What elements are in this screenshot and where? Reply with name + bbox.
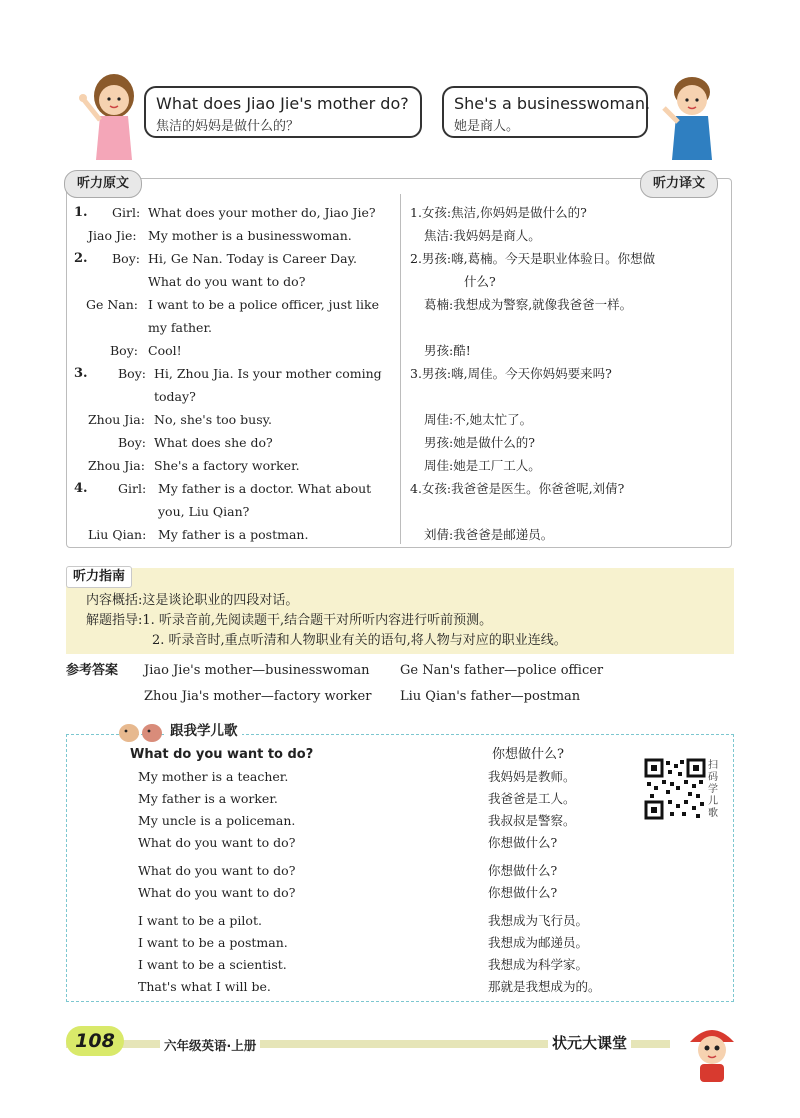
song-line-zh: 那就是我想成为的。 <box>488 979 601 994</box>
brand-name: 状元大课堂 <box>548 1032 631 1053</box>
song-line-zh: 你想做什么? <box>488 885 558 900</box>
song-line-en: I want to be a scientist. <box>138 957 287 972</box>
page-number: 108 <box>66 1026 124 1056</box>
line-text: Hi, Ge Nan. Today is Career Day. <box>148 251 357 266</box>
answer-item: Liu Qian's father—postman <box>400 689 581 704</box>
translation-line: 焦洁:我妈妈是商人。 <box>424 228 541 243</box>
line-text: My father is a postman. <box>158 527 309 542</box>
girl-speech-bubble <box>144 86 422 138</box>
speaker: Zhou Jia: <box>88 412 145 427</box>
song-line-en: What do you want to do? <box>138 835 296 850</box>
answer-item: Zhou Jia's mother—factory worker <box>144 689 372 704</box>
song-line-en: What do you want to do? <box>138 863 296 878</box>
line-text: My mother is a businesswoman. <box>148 228 352 243</box>
song-line-zh: 我妈妈是教师。 <box>488 769 576 784</box>
translation-tag: 听力译文 <box>640 170 718 198</box>
song-line-en: That's what I will be. <box>138 979 271 994</box>
song-line-en: What do you want to do? <box>138 885 296 900</box>
boy-illustration <box>654 70 724 162</box>
song-title-zh: 你想做什么? <box>492 747 564 762</box>
line-text: She's a factory worker. <box>154 458 300 473</box>
speaker: Boy: <box>110 343 138 358</box>
translation-line: 男孩:她是做什么的? <box>424 435 535 450</box>
line-text: What does your mother do, Jiao Jie? <box>148 205 376 220</box>
girl-question-zh: 焦洁的妈妈是做什么的？ <box>156 119 300 134</box>
line-text: you, Liu Qian? <box>158 504 250 519</box>
song-title-en: What do you want to do? <box>130 747 314 762</box>
song-line-zh: 你想做什么? <box>488 835 558 850</box>
song-line-en: My uncle is a policeman. <box>138 813 296 828</box>
speaker: Girl: <box>112 205 141 220</box>
guide-summary: 内容概括:这是谈论职业的四段对话。 <box>86 593 299 608</box>
song-line-en: I want to be a postman. <box>138 935 288 950</box>
birds-icon <box>116 720 168 744</box>
speaker: Boy: <box>118 366 146 381</box>
song-line-en: My mother is a teacher. <box>138 769 289 784</box>
line-text: Hi, Zhou Jia. Is your mother coming <box>154 366 382 381</box>
dialogue-number: 3. <box>74 366 88 381</box>
song-line-zh: 我爸爸是工人。 <box>488 791 576 806</box>
line-text: my father. <box>148 320 213 335</box>
boy-speech-bubble <box>442 86 651 138</box>
translation-line: 周佳:她是工厂工人。 <box>424 458 541 473</box>
line-text: No, she's too busy. <box>154 412 272 427</box>
line-text: What do you want to do? <box>148 274 306 289</box>
translation-line: 什么? <box>464 274 496 289</box>
song-line-zh: 你想做什么? <box>488 863 558 878</box>
girl-illustration <box>76 70 146 162</box>
answers-label: 参考答案 <box>66 663 119 678</box>
guide-tip-2: 2. 听录音时,重点听清和人物职业有关的语句,将人物与对应的职业连线。 <box>152 633 567 648</box>
translation-line: 男孩:酷! <box>424 343 471 358</box>
dialogue-number: 4. <box>74 481 88 496</box>
song-line-zh: 我想成为飞行员。 <box>488 913 589 928</box>
speaker: Jiao Jie: <box>88 228 137 243</box>
speaker: Boy: <box>118 435 146 450</box>
speaker: Liu Qian: <box>88 527 147 542</box>
original-text-tag: 听力原文 <box>64 170 142 198</box>
listening-guide-tag: 听力指南 <box>66 566 132 588</box>
song-line-en: My father is a worker. <box>138 791 278 806</box>
qr-code[interactable] <box>644 758 706 820</box>
speaker: Girl: <box>118 481 147 496</box>
song-line-en: I want to be a pilot. <box>138 913 262 928</box>
mascot-illustration <box>682 1020 742 1084</box>
line-text: Cool! <box>148 343 182 358</box>
line-text: My father is a doctor. What about <box>158 481 372 496</box>
translation-line: 葛楠:我想成为警察,就像我爸爸一样。 <box>424 297 633 312</box>
speaker: Zhou Jia: <box>88 458 145 473</box>
girl-question-en: What does Jiao Jie's mother do? <box>156 94 409 113</box>
line-text: today? <box>154 389 196 404</box>
dialogue-number: 2. <box>74 251 88 266</box>
translation-line: 3.男孩:嗨,周佳。今天你妈妈要来吗? <box>410 366 612 381</box>
boy-answer-en: She's a businesswoman. <box>454 94 651 113</box>
dialogue-number: 1. <box>74 205 88 220</box>
translation-line: 1.女孩:焦洁,你妈妈是做什么的? <box>410 205 587 220</box>
guide-tip-1: 解题指导:1. 听录音前,先阅读题干,结合题干对所听内容进行听前预测。 <box>86 613 493 628</box>
answer-item: Ge Nan's father—police officer <box>400 663 604 678</box>
book-title: 六年级英语·上册 <box>160 1036 260 1054</box>
song-tag: 跟我学儿歌 <box>166 722 242 740</box>
song-line-zh: 我想成为科学家。 <box>488 957 589 972</box>
column-divider <box>400 194 401 544</box>
line-text: I want to be a police officer, just like <box>148 297 379 312</box>
translation-line: 2.男孩:嗨,葛楠。今天是职业体验日。你想做 <box>410 251 656 266</box>
song-line-zh: 我叔叔是警察。 <box>488 813 576 828</box>
translation-line: 周佳:不,她太忙了。 <box>424 412 533 427</box>
translation-line: 4.女孩:我爸爸是医生。你爸爸呢,刘倩? <box>410 481 625 496</box>
speaker: Ge Nan: <box>86 297 139 312</box>
speaker: Boy: <box>112 251 140 266</box>
qr-label: 扫码学儿歌 <box>708 760 718 819</box>
translation-line: 刘倩:我爸爸是邮递员。 <box>424 527 554 542</box>
answer-item: Jiao Jie's mother—businesswoman <box>144 663 370 678</box>
line-text: What does she do? <box>154 435 273 450</box>
boy-answer-zh: 她是商人。 <box>454 119 520 134</box>
song-line-zh: 我想成为邮递员。 <box>488 935 589 950</box>
